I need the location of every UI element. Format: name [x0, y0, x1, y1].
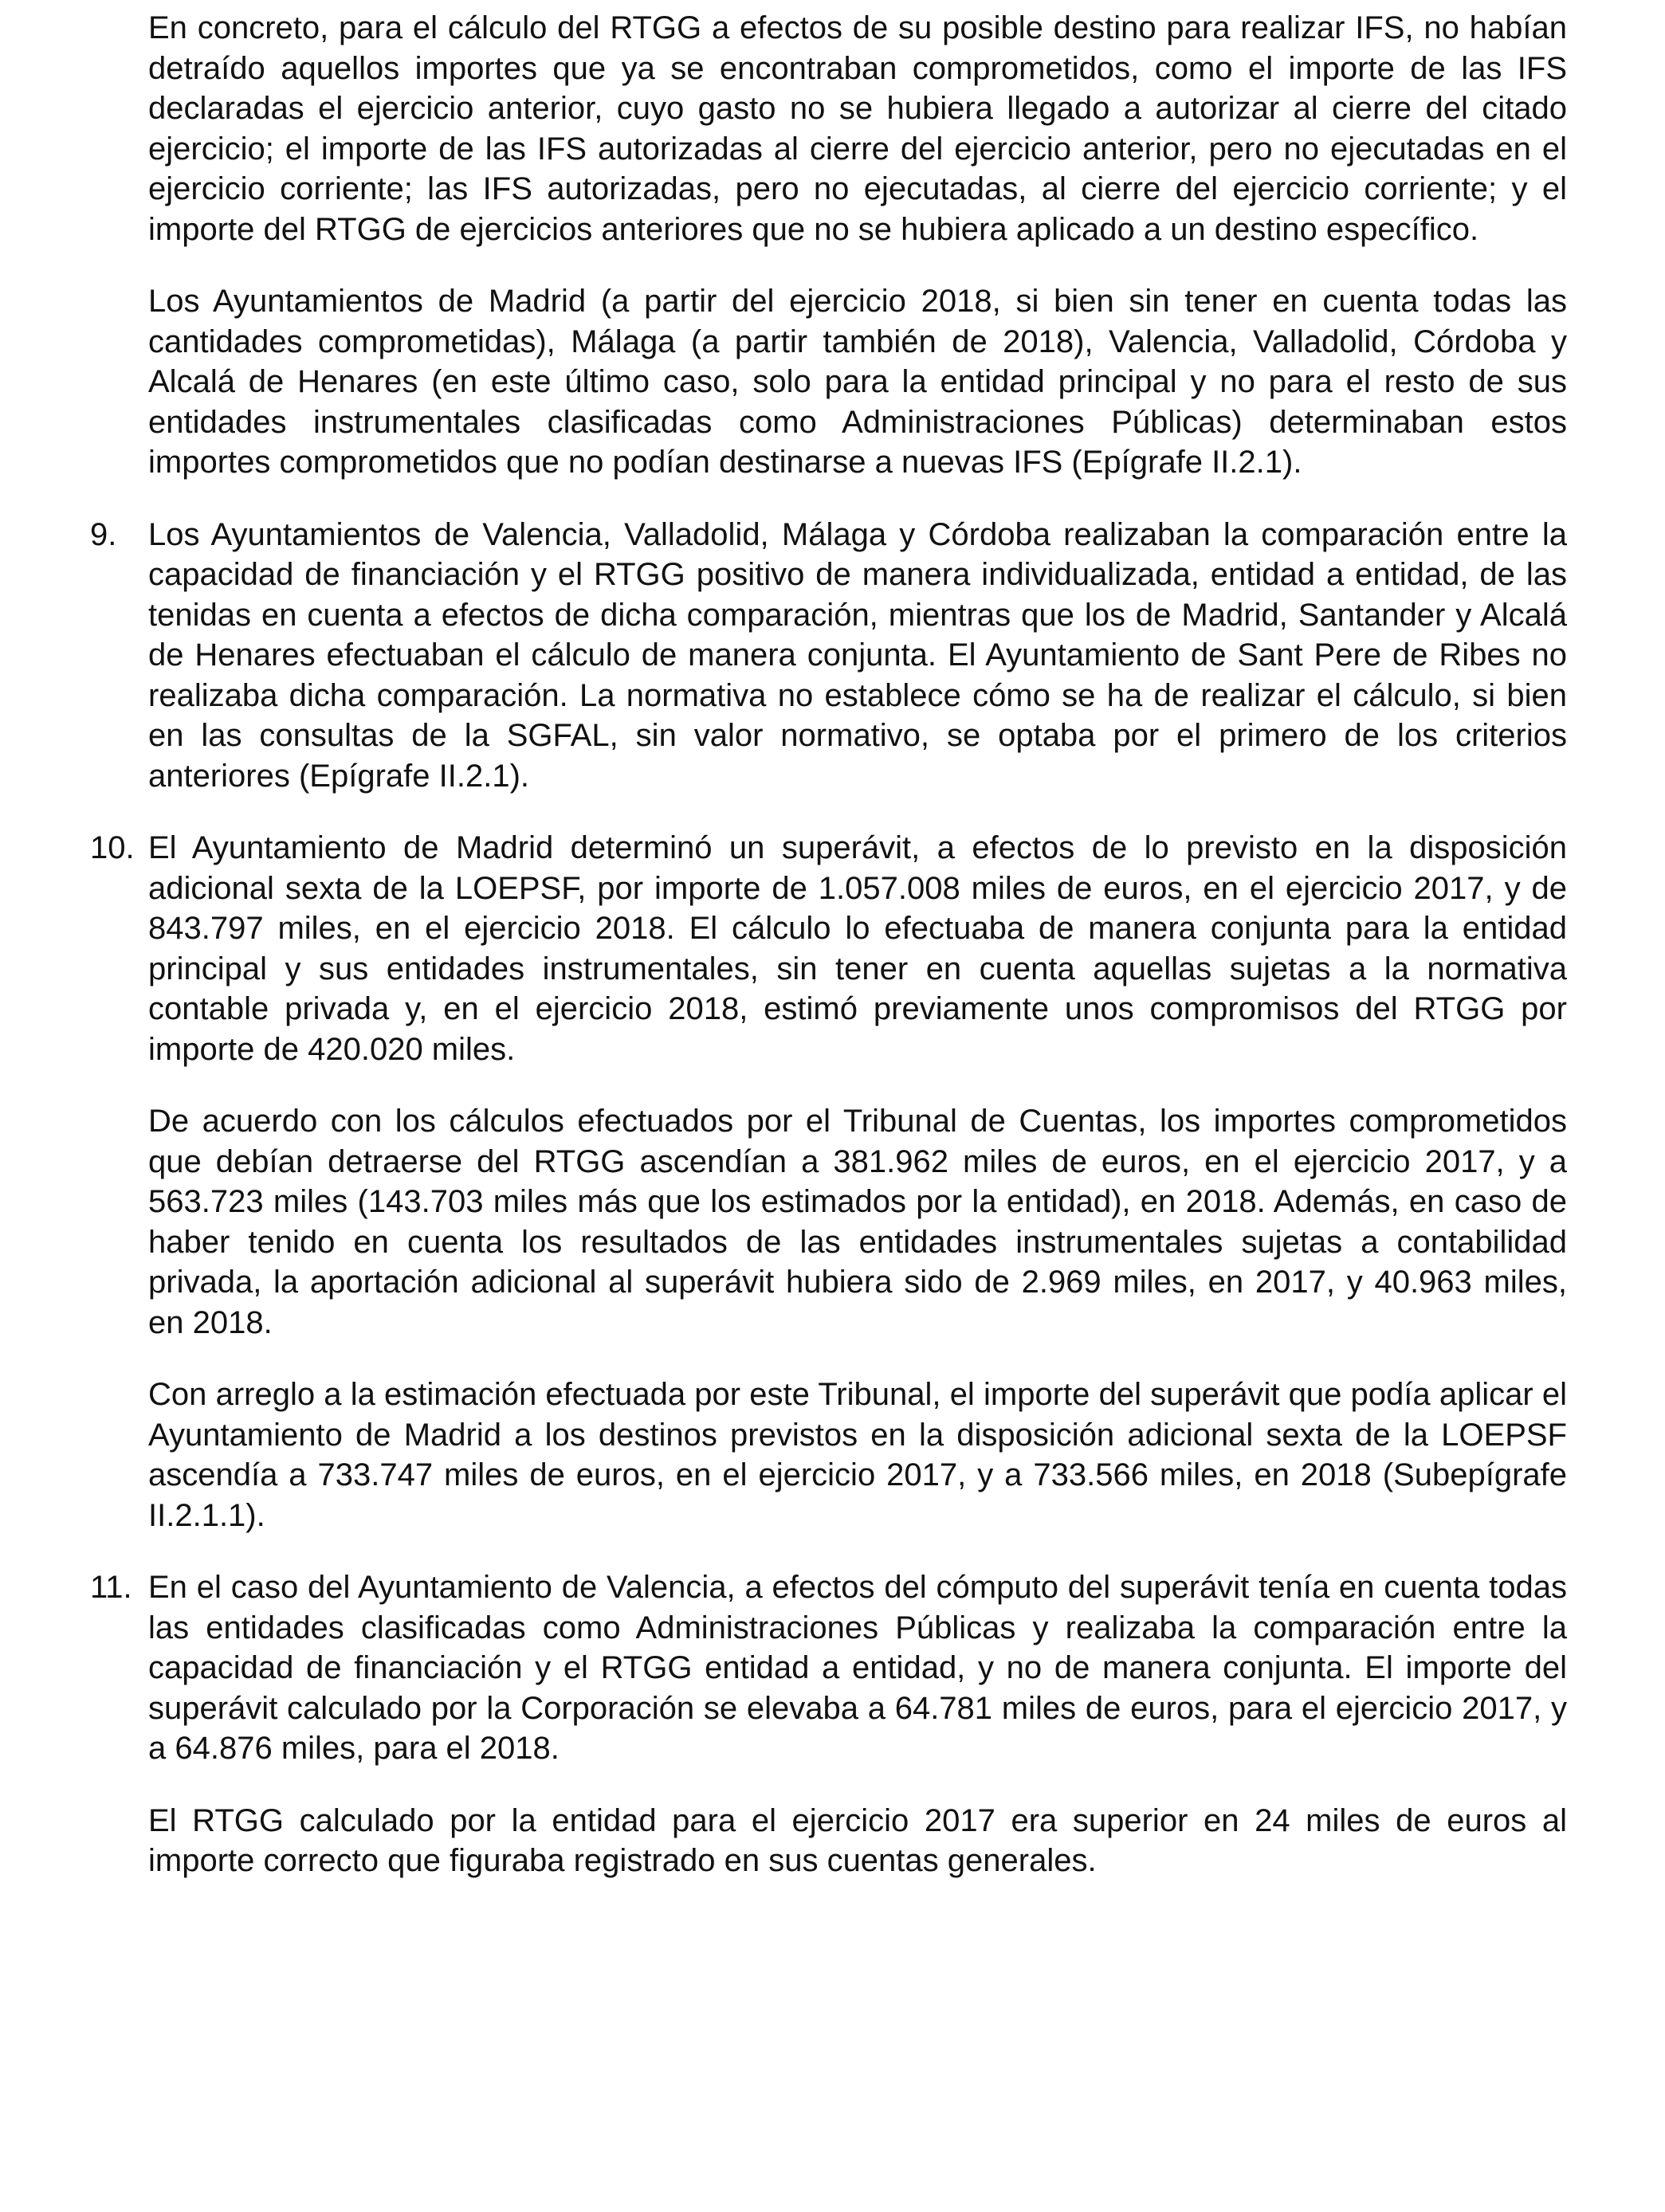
- numbered-item-10: [90, 828, 1567, 1069]
- paragraph-text: En concreto, para el cálculo del RTGG a efectos de su posible destino para realizar IFS, no habían detraído aquellos importes que ya se encontraban comprometidos, como el importe de las IFS declaradas el ejercicio anterior, cuyo gasto no se hubiera llegado a autorizar al cierre del citado ejercicio; el importe de las IFS autorizadas al cierre del ejercicio anterior, pero no ejecutadas en el ejercicio corriente; las IFS autorizadas, pero no ejecutadas, al cierre del ejercicio corriente; y el importe del RTGG de ejercicios anteriores que no se hubiera aplicado a un destino específico.: [148, 10, 1567, 247]
- paragraph-rtgg-2017: [148, 1801, 1567, 1881]
- paragraph-text: El RTGG calculado por la entidad para el ejercicio 2017 era superior en 24 miles de euros al importe correcto que figuraba registrado en sus cuentas generales.: [148, 1802, 1567, 1878]
- paragraph-text: Con arreglo a la estimación efectuada por este Tribunal, el importe del superávit que podía aplicar el Ayuntamiento de Madrid a los destinos previstos en la disposición adicional sexta de la LOEPSF ascendía a 733.747 miles de euros, en el ejercicio 2017, y a 733.566 miles, en 2018 (Subepígrafe II.2.1.1).: [148, 1377, 1567, 1533]
- paragraph-rtgg-committed-amounts: [148, 8, 1567, 249]
- item-number: 9.: [90, 516, 117, 552]
- paragraph-text: Los Ayuntamientos de Madrid (a partir del ejercicio 2018, si bien sin tener en cuenta todas las cantidades comprometidas), Málaga (a partir también de 2018), Valencia, Valladolid, Córdoba y Alcalá de Henares (en este último caso, solo para la entidad principal y no para el resto de sus entidades instrumentales clasificadas como Administraciones Públicas) determinaban estos importes comprometidos que no podían destinarse a nuevas IFS (Epígrafe II.2.1).: [148, 284, 1567, 480]
- document-body: [90, 8, 1567, 1913]
- paragraph-text: De acuerdo con los cálculos efectuados por el Tribunal de Cuentas, los importes comprometidos que debían detraerse del RTGG ascendían a 381.962 miles de euros, en el ejercicio 2017, y a 563.723 miles (143.703 miles más que los estimados por la entidad), en 2018. Además, en caso de haber tenido en cuenta los resultados de las entidades instrumentales sujetas a contabilidad privada, la aportación adicional al superávit hubiera sido de 2.969 miles, en 2017, y 40.963 miles, en 2018.: [148, 1104, 1567, 1340]
- numbered-item-9: [90, 515, 1567, 797]
- paragraph-text: El Ayuntamiento de Madrid determinó un superávit, a efectos de lo previsto en la disposición adicional sexta de la LOEPSF, por importe de 1.057.008 miles de euros, en el ejercicio 2017, y de 843.797 miles, en el ejercicio 2018. El cálculo lo efectuaba de manera conjunta para la entidad principal y sus entidades instrumentales, sin tener en cuenta aquellas sujetas a la normativa contable privada y, en el ejercicio 2018, estimó previamente unos compromisos del RTGG por importe de 420.020 miles.: [148, 830, 1567, 1067]
- paragraph-tribunal-estimate: [148, 1375, 1567, 1535]
- item-number: 11.: [90, 1570, 132, 1605]
- numbered-item-11: [90, 1567, 1567, 1769]
- paragraph-text: Los Ayuntamientos de Valencia, Valladolid, Málaga y Córdoba realizaban la comparación entre la capacidad de financiación y el RTGG positivo de manera individualizada, entidad a entidad, de las tenidas en cuenta a efectos de dicha comparación, mientras que los de Madrid, Santander y Alcalá de Henares efectuaban el cálculo de manera conjunta. El Ayuntamiento de Sant Pere de Ribes no realizaba dicha comparación. La normativa no establece cómo se ha de realizar el cálculo, si bien en las consultas de la SGFAL, sin valor normativo, se optaba por el primero de los criterios anteriores (Epígrafe II.2.1).: [148, 516, 1567, 794]
- paragraph-ayuntamientos-committed: [148, 281, 1567, 483]
- item-number: 10.: [90, 830, 135, 865]
- paragraph-tribunal-calculations: [148, 1101, 1567, 1343]
- paragraph-text: En el caso del Ayuntamiento de Valencia, a efectos del cómputo del superávit tenía en cuenta todas las entidades clasificadas como Administraciones Públicas y realizaba la comparación entre la capacidad de financiación y el RTGG entidad a entidad, y no de manera conjunta. El importe del superávit calculado por la Corporación se elevaba a 64.781 miles de euros, para el ejercicio 2017, y a 64.876 miles, para el 2018.: [148, 1570, 1567, 1766]
